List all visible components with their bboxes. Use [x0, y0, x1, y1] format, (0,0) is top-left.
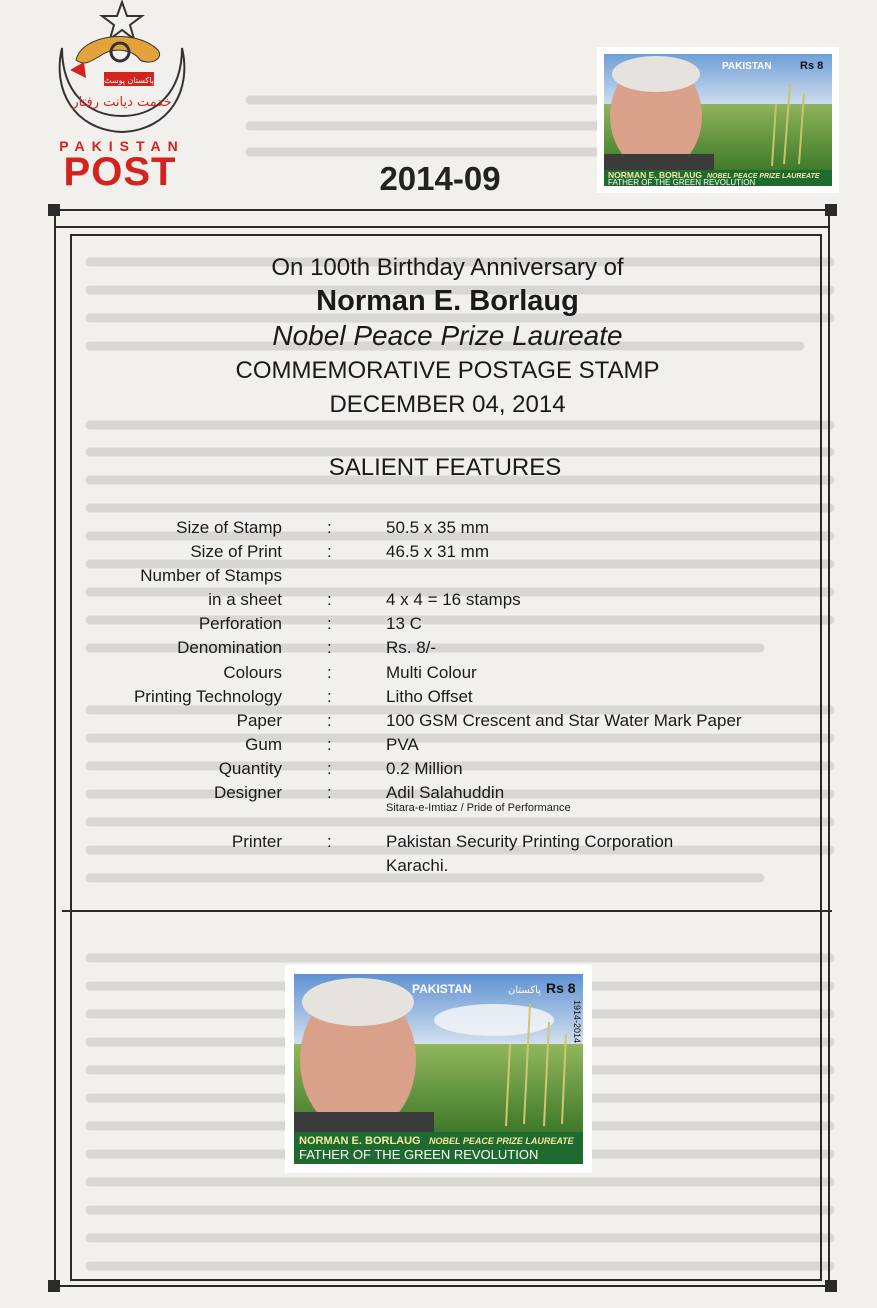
feature-value: Multi Colour	[386, 663, 477, 682]
stamp-image-top	[597, 47, 839, 193]
star-icon	[102, 2, 142, 39]
feature-value: 50.5 x 35 mm	[386, 518, 489, 537]
feature-label: Colours	[223, 663, 282, 682]
title-occasion: On 100th Birthday Anniversary of	[271, 254, 624, 281]
feature-value: 4 x 4 = 16 stamps	[386, 590, 521, 609]
feature-label: Size of Print	[190, 542, 282, 561]
stamp-denomination: Rs 8	[800, 60, 824, 72]
feature-value: 0.2 Million	[386, 759, 463, 778]
feature-separator: :	[327, 783, 332, 802]
frame-corner	[48, 204, 60, 216]
title-date: DECEMBER 04, 2014	[329, 391, 566, 418]
feature-separator: :	[327, 663, 332, 682]
feature-value: Adil Salahuddin	[386, 783, 505, 802]
feature-label: Printer	[231, 832, 282, 851]
stamp-denomination: Rs 8	[546, 980, 576, 996]
stamp-country: PAKISTAN	[722, 61, 772, 72]
feature-label: Size of Stamp	[176, 518, 282, 537]
stamp-caption-tagline: FATHER OF THE GREEN REVOLUTION	[299, 1147, 539, 1162]
feature-value: Pakistan Security Printing Corporation	[386, 832, 674, 851]
feature-label: Printing Technology	[133, 687, 282, 706]
feature-value: 13 C	[386, 614, 422, 633]
feature-separator: :	[327, 518, 332, 537]
feature-label: in a sheet	[208, 590, 282, 609]
designer-note: Sitara-e-Imtiaz / Pride of Performance	[386, 802, 571, 814]
features-heading: SALIENT FEATURES	[328, 454, 562, 481]
stamp-caption-name: NORMAN E. BORLAUG	[299, 1135, 421, 1147]
feature-separator: :	[327, 735, 332, 754]
feature-label: Quantity	[218, 759, 282, 778]
stamp-caption-award: NOBEL PEACE PRIZE LAUREATE	[707, 173, 820, 180]
title-name: Norman E. Borlaug	[316, 285, 579, 317]
stamp-artwork	[604, 54, 832, 186]
feature-separator: :	[327, 711, 332, 730]
feature-label: Perforation	[198, 614, 282, 633]
feature-value: 100 GSM Crescent and Star Water Mark Paper	[386, 711, 742, 730]
stamp-artwork	[294, 974, 583, 1164]
feature-value: Rs. 8/-	[386, 638, 437, 657]
feature-separator: :	[327, 590, 332, 609]
title-type: COMMEMORATIVE POSTAGE STAMP	[235, 357, 660, 384]
stamp-caption-tagline: FATHER OF THE GREEN REVOLUTION	[608, 178, 756, 186]
stamp-country: PAKISTAN	[412, 982, 472, 996]
feature-label: Paper	[236, 711, 282, 730]
title-block	[140, 252, 755, 422]
feature-value: Karachi.	[386, 856, 449, 875]
stamp-image-main	[285, 965, 592, 1173]
frame-corner	[48, 1280, 60, 1292]
feature-label: Number of Stamps	[140, 566, 282, 585]
frame-corner	[825, 204, 837, 216]
feature-label: Denomination	[177, 638, 282, 657]
feature-label: Gum	[245, 735, 282, 754]
logo-motto: خدمت دیانت رفتار	[72, 95, 172, 110]
feature-value: Litho Offset	[386, 687, 473, 706]
feature-separator: :	[327, 759, 332, 778]
feature-separator: :	[327, 542, 332, 561]
feature-value: PVA	[386, 735, 419, 754]
logo-badge-text: پاکستان پوسٹ	[104, 76, 154, 85]
issue-number: 2014-09	[379, 160, 501, 197]
logo-post-text: POST	[63, 150, 177, 194]
stamp-country-urdu: پاکستان	[508, 985, 541, 996]
logo-country-text: PAKISTAN	[59, 138, 185, 154]
feature-separator: :	[327, 638, 332, 657]
frame-rule	[54, 226, 830, 228]
stamp-caption-award: NOBEL PEACE PRIZE LAUREATE	[429, 1136, 574, 1146]
title-subtitle: Nobel Peace Prize Laureate	[272, 320, 623, 351]
post-horn-icon	[76, 37, 160, 63]
feature-separator: :	[327, 614, 332, 633]
feature-separator: :	[327, 687, 332, 706]
section-divider	[62, 910, 832, 912]
feature-separator: :	[327, 832, 332, 851]
frame-corner	[825, 1280, 837, 1292]
stamp-years: 1914-2014	[572, 1000, 582, 1044]
feature-label: Designer	[213, 783, 282, 802]
stamp-caption-name: NORMAN E. BORLAUG	[608, 170, 702, 180]
feature-value: 46.5 x 31 mm	[386, 542, 489, 561]
